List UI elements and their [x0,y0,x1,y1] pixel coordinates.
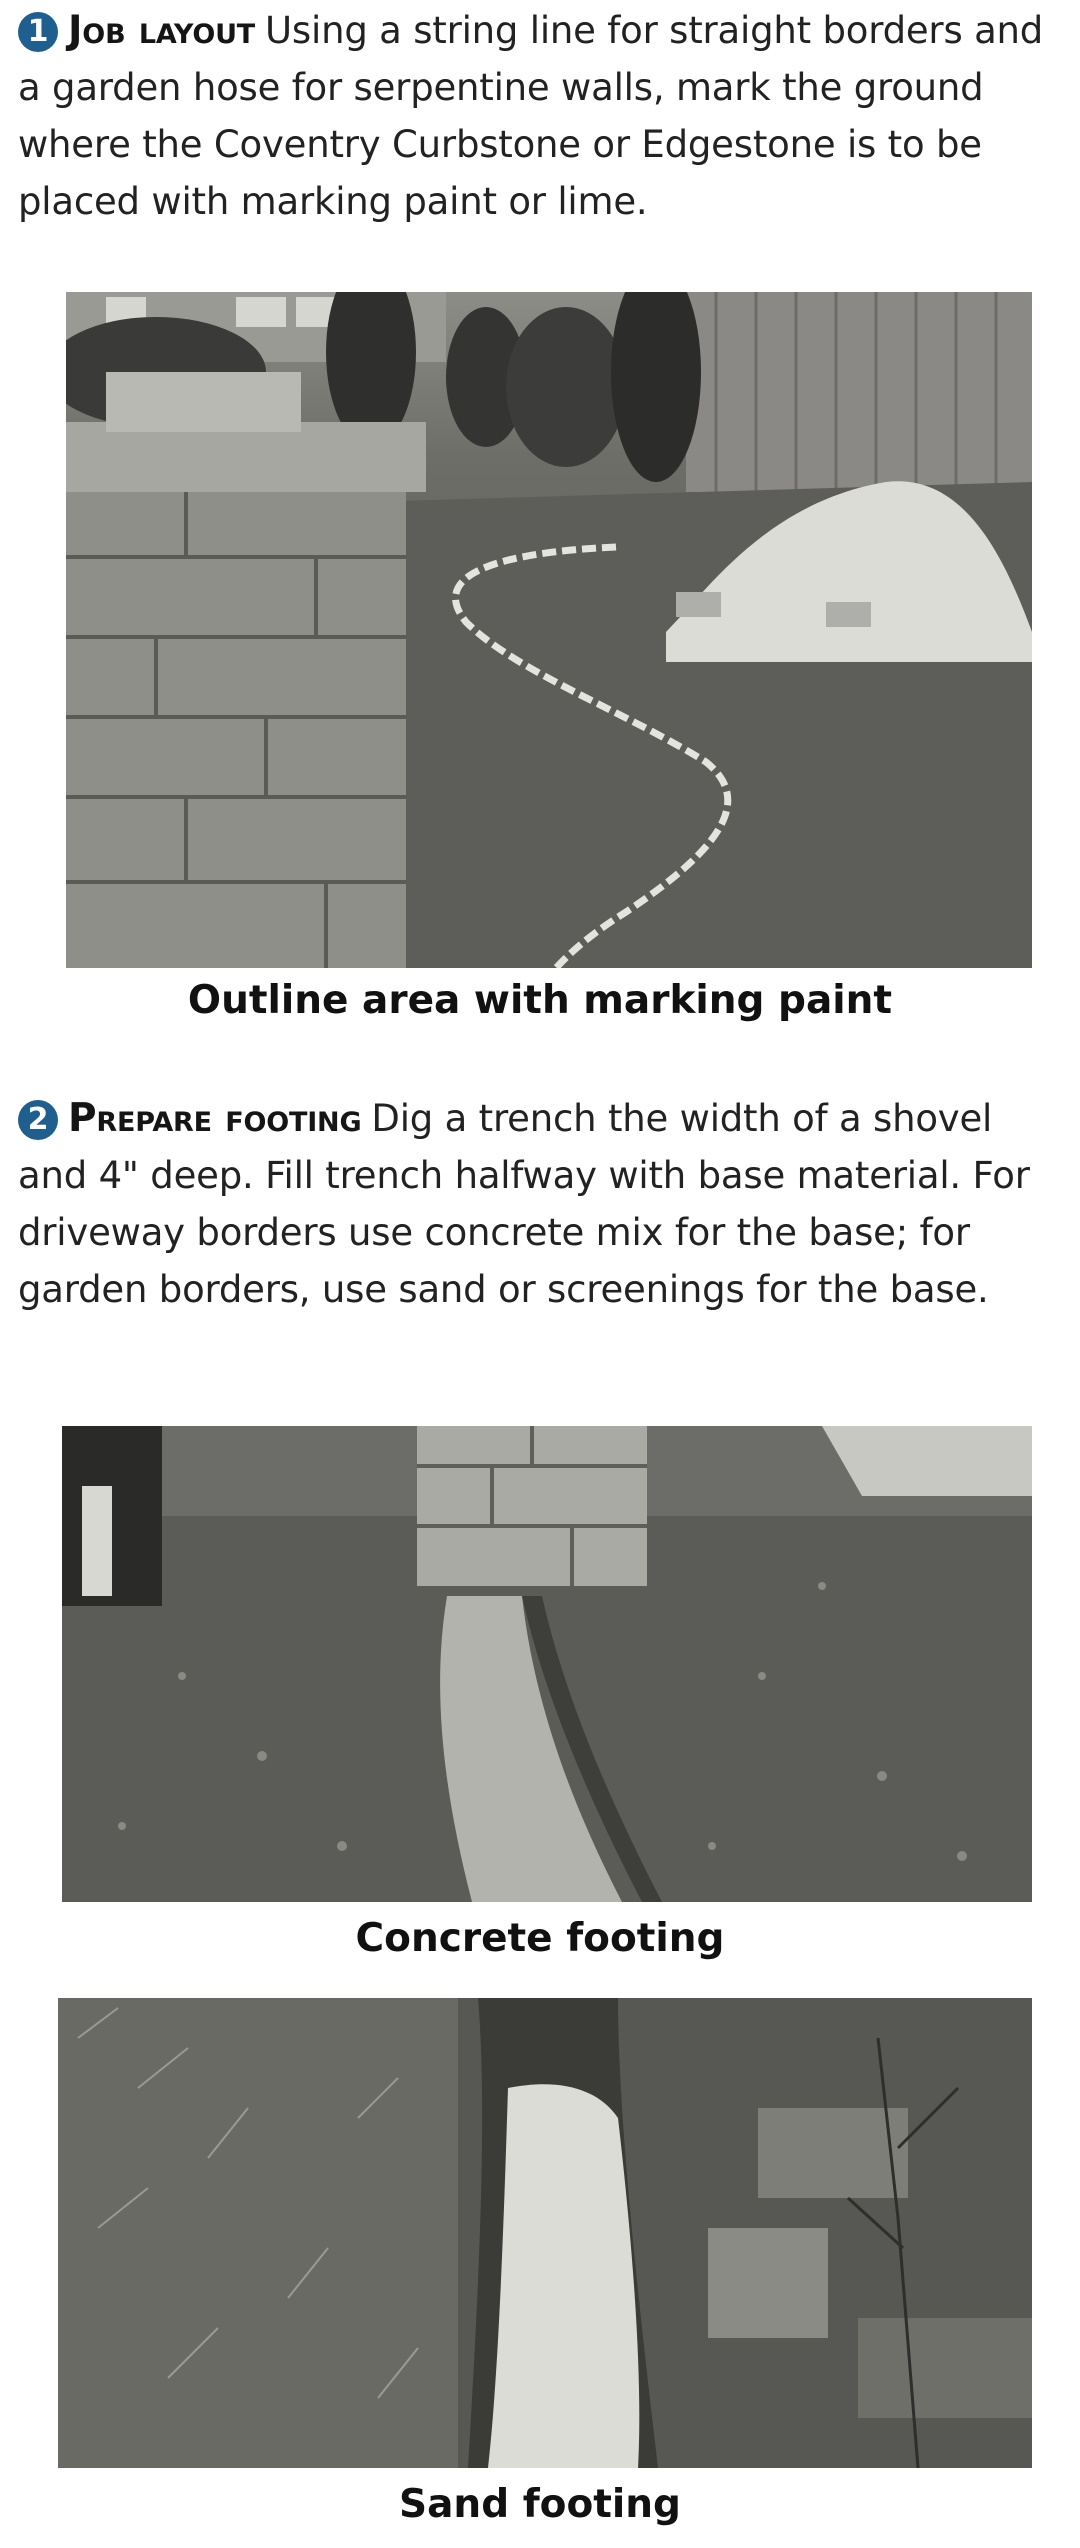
concrete-trench-image [62,1426,1032,1902]
photo-sand-footing [58,1998,1032,2468]
photo-caption-outline: Outline area with marking paint [187,978,893,1023]
step-1-title: Job layout [68,8,256,53]
step-1-body: Using a string line for straight borders and a garden hose for serpentine walls, mark the ground where the Coventry Curbstone or Edgestone is to be placed with marking paint or lime. [18,9,1044,223]
step-2-body: Dig a trench the width of a shovel and 4" deep. Fill trench halfway with base material. For driveway borders use concrete mix for the base; for garden borders, use sand or screenings for the base. [18,1097,1030,1311]
step-2-title: Prepare footing [68,1096,362,1141]
step-1-text [18,2,1068,230]
photo-caption-sand: Sand footing [399,2482,681,2527]
photo-caption-concrete: Concrete footing [355,1916,725,1961]
sand-trench-image [58,1998,1032,2468]
step-2-text [18,1090,1068,1318]
photo-outline-area [66,292,1032,968]
step-number-2-icon: 2 [18,1100,58,1140]
step-number-1-icon: 1 [18,12,58,52]
garden-scene-image [66,292,1032,968]
photo-concrete-footing [62,1426,1032,1902]
